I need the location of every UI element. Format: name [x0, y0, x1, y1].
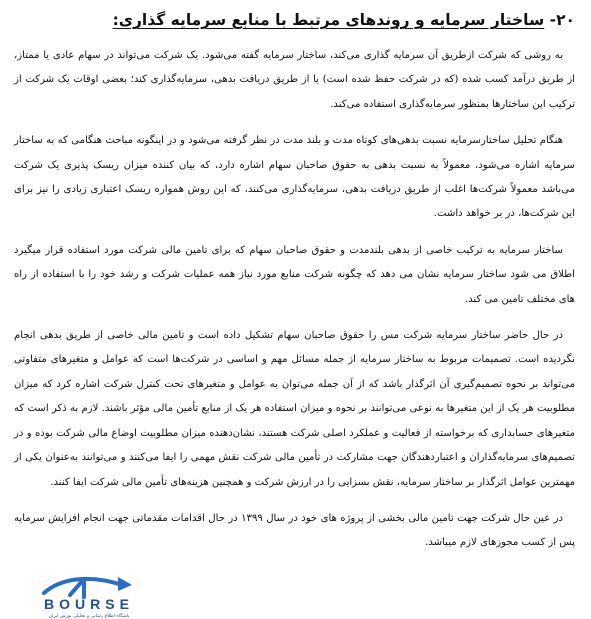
section-heading [15, 9, 575, 31]
logo-caption: باشگاه اطلاع رسانی و تحلیلی بورس ایران [48, 614, 130, 619]
logo-arrowhead [118, 577, 132, 591]
bourse-logo [22, 571, 157, 619]
body-text [14, 44, 575, 568]
logo-swoosh [44, 579, 122, 597]
heading-number: ۲۰- [549, 11, 575, 29]
paragraph-5: در عین حال شرکت جهت تامین مالی بخشی از پروژه های خود در سال ۱۳۹۹ در حال اقدامات مقدماتی جهت انجام افزایش سرمایه پس از کسب مجوزهای لازم میباشد. [14, 512, 575, 549]
paragraph-4: در حال حاضر ساختار سرمایه شرکت مس را حقوق صاحبان سهام تشکیل داده است و تامین مالی خاصی از طریق بدهی انجام نگردیده است. تصمیمات مربوط به ساختار سرمایه از جمله مسائل مهم و اساسی در شرکت‌ها است که عوامل و متغیرهای متفاوتی می‌تواند بر نحوه تصمیم‌گیری آن اثرگذار باشد که از آن جمله می‌توان به عوامل و متغیرهای تحت کنترل شرکت اشاره کرد که میزان مطلوبیت هر یک از این متغیرها به نوعی می‌توانند بر نحوه و میزان استفاده هر یک از منابع تأمین مالی مؤثر باشند. لازم به ذکر است که متغیرهای حسابداری که برخواسته از فعالیت و عملکرد اصلی شرکت هستند، نشان‌دهنده میزان مطلوبیت اوضاع مالی شرکت بوده و در تصمیم‌های سرمایه‌گذاران و اعتباردهندگان جهت مشارکت در تأمین مالی شرکت نقش مهمی را ایفا می‌کنند و می‌توانند به‌عنوان یکی از مهمترین عوامل اثرگذار بر ساختار سرمایه، نقش بسزایی را در ارزش شرکت و همچنین هزینه‌های تأمین مالی شرکت ایفا کنند. [14, 330, 575, 488]
bourse-arrow-logo-icon [22, 571, 157, 619]
logo-brand-text: BOURSE [44, 596, 134, 612]
paragraph-2: هنگام تحلیل ساختارسرمایه نسبت بدهی‌های کوتاه مدت و بلند مدت در نظر گرفته می‌شود و در اینگونه مباحث هنگامی که به ساختار سرمایه اشاره می‌شود، معمولاً به نسبت بدهی به حقوق صاحبان سهام اشاره دارد، که بیان کننده میزان ریسک پذیری یک شرکت می‌باشد معمولاً شرکت‌ها اغلب از طریق دریافت بدهی، سرمایه‌گذاری می‌کنند، که این روش همواره ریسک اعتباری زیادی را نیز برای این شرکت‌ها، در بر خواهد داشت. [14, 135, 575, 220]
paragraph-3: ساختار سرمایه به ترکیب خاصی از بدهی بلندمدت و حقوق صاحبان سهام که برای تامین مالی شرکت مورد استفاده قرار میگیرد اطلاق می شود ساختار سرمایه نشان می دهد که چگونه شرکت منابع مورد نیاز همه عملیات شرکت و رشد خود را با استفاده از راه های مختلف تامین می کند. [14, 244, 575, 305]
heading-title: ساختار سرمایه و روندهای مرتبط با منابع سرمایه گذاری: [112, 11, 545, 29]
paragraph-1: به روشی که شرکت ازطریق آن سرمایه گذاری می‌کند، ساختار سرمایه گفته می‌شود. یک شرکت می‌تواند در سهام عادی یا ممتاز، از طریق درآمد کسب شده (که در شرکت حفظ شده است) یا از طریق دریافت بدهی، سرمایه‌گذاری کند؛ بعضی اوقات یک شرکت از ترکیب این ساختارها بمنظور سرمایه‌گذاری استفاده می‌کند. [14, 50, 575, 110]
